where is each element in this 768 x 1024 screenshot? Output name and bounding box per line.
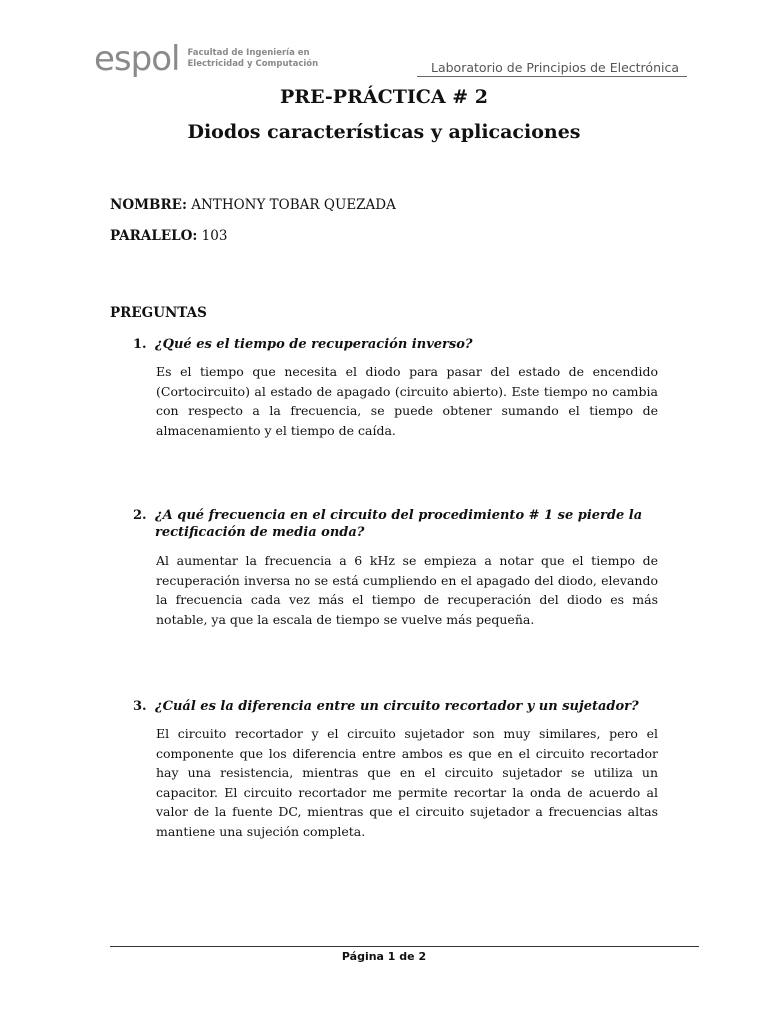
question-3 xyxy=(133,698,653,715)
question-number: 3. xyxy=(133,699,147,714)
logo-wordmark: espol xyxy=(94,39,180,79)
question-text: ¿A qué frecuencia en el circuito del procedimiento # 1 se pierde la rectificación de media onda? xyxy=(155,508,643,540)
paralelo-value: 103 xyxy=(201,228,228,244)
espol-logo xyxy=(94,39,319,79)
student-name-label: NOMBRE: xyxy=(110,197,187,213)
lab-name: Laboratorio de Principios de Electrónica xyxy=(431,60,679,75)
answer-1: Es el tiempo que necesita el diodo para pasar del estado de encendido (Cortocircuito) al estado de apagado (circuito abierto). Este tiempo no cambia con respecto a la frecuencia, se puede obtener sumando el tiempo de almacenamiento y el tiempo de caída. xyxy=(156,364,658,438)
paralelo-label: PARALELO: xyxy=(110,228,198,244)
section-title: PREGUNTAS xyxy=(110,305,207,321)
question-2 xyxy=(133,507,653,541)
question-text: ¿Cuál es la diferencia entre un circuito recortador y un sujetador? xyxy=(155,699,639,714)
question-text: ¿Qué es el tiempo de recuperación inverso? xyxy=(155,337,473,352)
logo-faculty-line1: Facultad de Ingeniería en xyxy=(187,48,310,59)
document-title: PRE-PRÁCTICA # 2 xyxy=(280,86,488,108)
question-number: 2. xyxy=(133,508,147,523)
answer-3: El circuito recortador y el circuito sujetador son muy similares, pero el componente que los diferencia entre ambos es que en el circuito recortador hay una resistencia, mientras que en el circuito sujetador se utiliza un capacitor. El circuito recortador me permite recortar la onda de acuerdo al valor de la fuente DC, mientras que el circuito sujetador a frecuencias altas mantiene una sujeción completa. xyxy=(156,726,658,839)
paralelo-field xyxy=(110,228,227,244)
answer-2: Al aumentar la frecuencia a 6 kHz se empieza a notar que el tiempo de recuperación inversa no se está cumpliendo en el apagado del diodo, elevando la frecuencia cada vez más el tiempo de recuperación del diodo es más notable, ya que la escala de tiempo se vuelve más pequeña. xyxy=(156,553,658,627)
header-divider xyxy=(417,76,687,77)
student-name-field xyxy=(110,197,396,213)
question-1 xyxy=(133,336,653,353)
page-header xyxy=(94,40,679,78)
footer-divider xyxy=(110,946,699,947)
student-name-value: ANTHONY TOBAR QUEZADA xyxy=(191,197,396,213)
question-number: 1. xyxy=(133,337,147,352)
page-number: Página 1 de 2 xyxy=(341,950,427,963)
document-subtitle: Diodos características y aplicaciones xyxy=(187,121,581,143)
logo-faculty-text xyxy=(187,48,318,69)
logo-faculty-line2: Electricidad y Computación xyxy=(187,59,319,69)
